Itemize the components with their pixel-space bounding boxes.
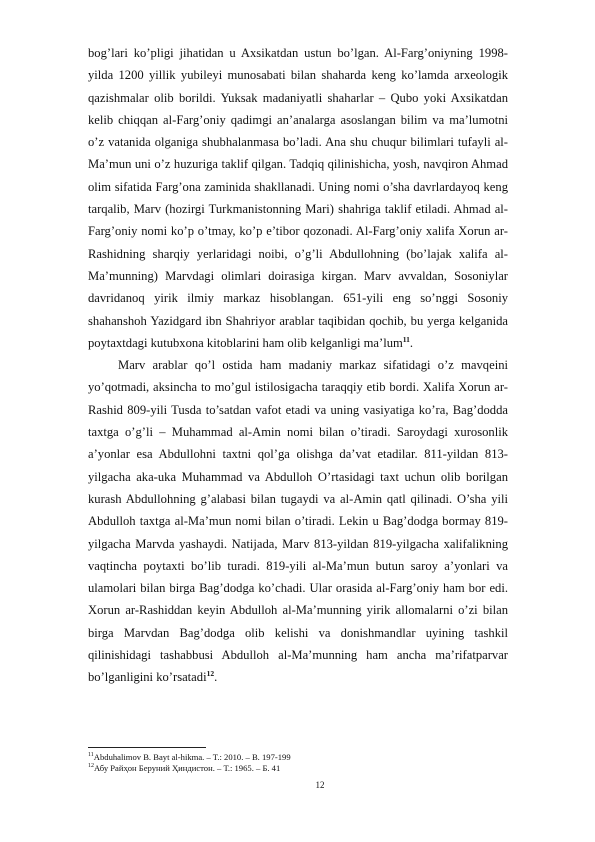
footnote-number: 11	[88, 752, 94, 759]
footnote-ref-11[interactable]: 11	[402, 334, 410, 344]
body-text	[88, 42, 508, 689]
paragraph-1-end: .	[409, 335, 414, 350]
paragraph-2-text: Marv arablar qo’l ostida ham madaniy markaz sifatidagi o’z mavqeini yo’qotmadi, aksincha to mo’gul istilosigacha taraqqiy etib bordi. Xalifa Xorun ar-Rashid 809-yili Tusda to’satdan vafot etadi va uning vasiyatiga ko’ra, Bag’dodda taxtga o’g’li – Muhammad al-Amin nomi bilan o’tiradi. Saroydagi xurosonlik a’yonlar esa Abdullohni taxtni qol’ga olishga da’vat etadilar. 811-yildan 813-yilgacha aka-uka Muhammad va Abdulloh O’rtasidagi taxt uchun olib borilgan kurash Abdullohning g’alabasi bilan tugaydi va al-Amin qatl qilinadi. O’sha yili Abdulloh taxtga al-Ma’mun nomi bilan o’tiradi. Lekin u Bag’dodga bormay 819-yilgacha Marvda yashaydi. Natijada, Marv 813-yildan 819-yilgacha xalifalikning vaqtincha poytaxti bo’lib turadi. 819-yili al-Ma’mun butun saroy a’yonlari va ulamolari bilan birga Bag’dodga ko’chadi. Ular orasida al-Farg’oniy ham bor edi. Xorun ar-Rashiddan keyin Abdulloh al-Ma’munning yirik allomalarni o’zi bilan birga Marvdan Bag’dodga olib kelishi va donishmandlar uyining tashkil qilinishidagi tashabbusi Abdulloh al-Ma’munning ham ancha ma’rifatparvar bo’lganligini ko’rsatadi	[88, 358, 508, 685]
footnote-text: Abduhalimov B. Bayt al-hikma. – T.: 2010. – B. 197-199	[93, 752, 291, 762]
footnote-separator	[88, 747, 206, 748]
page-number: 12	[315, 780, 325, 790]
footnote-text: Абу Райҳон Беруний Ҳиндистон. – Т.: 1965. – Б. 41	[94, 763, 281, 773]
footnote-11	[88, 752, 508, 763]
footnote-number: 12	[88, 763, 94, 770]
paragraph-2	[88, 354, 508, 688]
footnote-12	[88, 763, 508, 774]
footnote-ref-12[interactable]: 12	[206, 669, 215, 679]
paragraph-1	[88, 42, 508, 354]
paragraph-2-end: .	[214, 670, 218, 685]
paragraph-1-text: bog’lari ko’pligi jihatidan u Axsikatdan ustun bo’lgan. Al-Farg’oniyning 1998-yilda 1200 yillik yubileyi munosabati bilan shaharda keng ko’lamda arxeologik qazishmalar olib borildi. Yuksak madaniyatli shaharlar – Qubo yoki Axsikatdan kelib chiqqan al-Farg’oniy qadimgi an’analarga asoslangan bilim va ma’lumotni o’z vatanida olganiga shubhalanmasa bo’ladi. Ana shu chuqur bilimlari tufayli al-Ma’mun uni o’z huzuriga taklif qilgan. Tadqiq qilinishicha, yosh, navqiron Ahmad olim sifatida Farg’ona zaminida shakllanadi. Uning nomi o’sha davrlardayoq keng tarqalib, Marv (hozirgi Turkmanistonning Mari) shahriga taklif etiladi. Ahmad al-Farg’oniy nomi ko’p o’tmay, ko’p e’tibor qozonadi. Al-Farg’oniy xalifa Xorun ar-Rashidning sharqiy yerlaridagi noibi, o’g’li Abdullohning (bo’lajak xalifa al-Ma’munning) Marvdagi olimlari doirasiga kirgan. Marv avvaldan, Sosoniylar davridanoq yirik ilmiy markaz hisoblangan. 651-yili eng so’nggi Sosoniy shahanshoh Yazidgard ibn Shahriyor arablar taqibidan qochib, bu yerga kelganida poytaxtdagi kutubxona kitoblarini ham olib kelganligi ma’lum	[88, 46, 508, 350]
footnotes	[88, 752, 508, 774]
